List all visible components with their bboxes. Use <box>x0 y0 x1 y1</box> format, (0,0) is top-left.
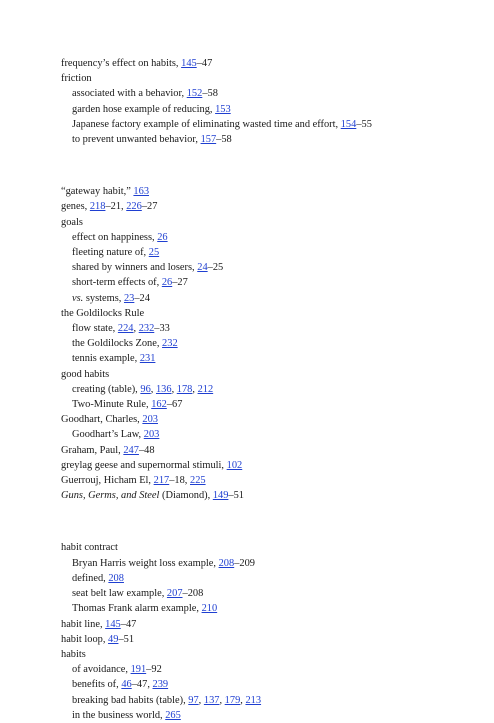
page-ref-link[interactable]: 152 <box>186 88 203 100</box>
entry-text: creating (table), <box>72 383 141 395</box>
entry-text: Japanese factory example of eliminating wasted time and effort, <box>72 118 341 130</box>
index-subentry <box>61 102 474 117</box>
page-ref-link[interactable]: 213 <box>245 694 262 706</box>
index-entry <box>61 617 474 632</box>
entry-text: –33 <box>154 323 170 335</box>
page-ref-link[interactable]: 97 <box>188 694 199 706</box>
section-gap <box>61 147 474 184</box>
index-subentry <box>61 117 474 132</box>
index-subentry <box>61 291 474 306</box>
entry-text: habit loop, <box>61 633 109 645</box>
entry-text: habit line, <box>61 618 106 630</box>
entry-text: tennis example, <box>72 353 140 365</box>
page-ref-link[interactable]: 210 <box>201 603 218 615</box>
page-ref-link[interactable]: 207 <box>166 588 183 600</box>
entry-text: Goodhart, Charles, <box>61 414 143 426</box>
page-ref-link[interactable]: 154 <box>340 118 357 130</box>
index-entry <box>61 215 474 230</box>
index-subentry <box>61 230 474 245</box>
index-subentry <box>61 601 474 616</box>
index-entry <box>61 458 474 473</box>
page-ref-link[interactable]: 153 <box>215 103 231 115</box>
entry-text: –21, <box>105 201 127 213</box>
page-ref-link[interactable]: 224 <box>117 323 134 335</box>
page-ref-link[interactable]: 49 <box>108 633 119 645</box>
entry-text: short-term effects of, <box>72 277 162 289</box>
entry-text: , <box>150 383 156 395</box>
entry-text: greylag geese and supernormal stimuli, <box>61 459 227 471</box>
entry-text: seat belt law example, <box>72 588 167 600</box>
index-group <box>61 56 474 147</box>
entry-text: –67 <box>166 399 183 411</box>
entry-text: effect on happiness, <box>72 231 158 243</box>
index-subentry <box>61 693 474 708</box>
entry-text: –58 <box>202 88 218 100</box>
entry-text: “gateway habit,” <box>61 186 134 198</box>
page-ref-link[interactable]: 163 <box>133 186 150 198</box>
index-entry <box>61 199 474 214</box>
index-subentry <box>61 245 474 260</box>
entry-text: –25 <box>207 262 224 274</box>
index-subentry <box>61 382 474 397</box>
entry-text: –47, <box>131 679 153 691</box>
entry-text: Bryan Harris weight loss example, <box>72 557 219 569</box>
entry-text-italic: vs. <box>72 292 84 304</box>
index-subentry <box>61 86 474 101</box>
entry-text: frequency’s effect on habits, <box>61 58 182 69</box>
entry-text: –48 <box>138 444 155 456</box>
entry-text: Graham, Paul, <box>61 444 124 456</box>
page-ref-link[interactable]: 25 <box>148 247 160 259</box>
index-subentry <box>61 571 474 586</box>
page-ref-link[interactable]: 24 <box>197 262 208 274</box>
entry-text: Goodhart’s Law, <box>72 429 144 441</box>
page-ref-link[interactable]: 26 <box>157 231 168 243</box>
index-entry <box>61 306 474 321</box>
index-entry <box>61 71 474 86</box>
index-subentry <box>61 662 474 677</box>
page-ref-link[interactable]: 226 <box>126 201 142 213</box>
entry-text: , <box>198 694 204 706</box>
entry-text: defined, <box>72 572 109 584</box>
entry-text: , <box>133 323 139 335</box>
index-subentry <box>61 336 474 351</box>
entry-text: goals <box>61 216 83 228</box>
page-ref-link[interactable]: 231 <box>139 353 156 365</box>
page-ref-link[interactable]: 96 <box>140 383 151 395</box>
entry-text: shared by winners and losers, <box>72 262 198 274</box>
entry-text: –47 <box>120 618 137 630</box>
entry-text: Two-Minute Rule, <box>72 399 152 411</box>
index-entry <box>61 473 474 488</box>
entry-text: –24 <box>134 292 150 304</box>
index-entry <box>61 56 474 71</box>
entry-text: in the business world, <box>72 709 166 721</box>
page-ref-link[interactable]: 102 <box>226 459 243 471</box>
index-subentry <box>61 427 474 442</box>
entry-text: the Goldilocks Zone, <box>72 338 163 350</box>
entry-text: to prevent unwanted behavior, <box>72 134 201 146</box>
page-ref-link[interactable]: 232 <box>162 338 178 350</box>
page-ref-link[interactable]: 149 <box>212 490 229 502</box>
entry-text: breaking bad habits (table), <box>72 694 189 706</box>
page-ref-link[interactable]: 179 <box>224 694 241 706</box>
page-ref-link[interactable]: 212 <box>197 383 214 395</box>
entry-text-italic: Guns, Germs, and Steel <box>61 490 160 502</box>
section-gap <box>61 503 474 540</box>
entry-text: of avoidance, <box>72 664 131 676</box>
index-subentry <box>61 260 474 275</box>
page-ref-link[interactable]: 26 <box>161 277 173 289</box>
entry-text: habit contract <box>61 542 118 554</box>
entry-text: the Goldilocks Rule <box>61 307 145 319</box>
page-ref-link[interactable]: 136 <box>155 383 172 395</box>
index-subentry <box>61 275 474 290</box>
page-ref-link[interactable]: 203 <box>142 414 158 426</box>
entry-text: –208 <box>182 588 204 600</box>
entry-text: –55 <box>356 118 372 130</box>
entry-text: –27 <box>141 201 158 213</box>
entry-text: Guerrouj, Hicham El, <box>61 475 154 487</box>
page-ref-link[interactable]: 162 <box>151 399 167 411</box>
page-ref-link[interactable]: 247 <box>123 444 139 456</box>
page-ref-link[interactable]: 208 <box>108 572 124 584</box>
entry-text: Thomas Frank alarm example, <box>72 603 202 615</box>
index-subentry <box>61 132 474 147</box>
entry-text: –27 <box>172 277 188 289</box>
entry-text: fleeting nature of, <box>72 247 149 259</box>
page-ref-link[interactable]: 225 <box>190 475 206 487</box>
index-group <box>61 540 474 722</box>
index-entry <box>61 184 474 199</box>
entry-text: habits <box>61 648 86 660</box>
index-subentry <box>61 677 474 692</box>
entry-text: –51 <box>118 633 135 645</box>
entry-text: –47 <box>196 58 213 69</box>
page-ref-link[interactable]: 203 <box>143 429 160 441</box>
entry-text: garden hose example of reducing, <box>72 103 216 115</box>
entry-text: , <box>171 383 177 395</box>
entry-text: –58 <box>216 134 232 146</box>
entry-text: genes, <box>61 201 90 213</box>
entry-text: , <box>240 694 246 706</box>
page-ref-link[interactable]: 23 <box>123 292 135 304</box>
entry-text: –18, <box>169 475 190 487</box>
index-subentry <box>61 556 474 571</box>
entry-text: associated with a behavior, <box>72 88 187 100</box>
index-entry <box>61 540 474 555</box>
index-subentry <box>61 321 474 336</box>
index-subentry <box>61 351 474 366</box>
page-ref-link[interactable]: 265 <box>165 709 181 721</box>
index-entry <box>61 367 474 382</box>
index-group <box>61 184 474 503</box>
entry-text: , <box>219 694 225 706</box>
entry-text: friction <box>61 73 92 85</box>
entry-text: systems, <box>83 292 124 304</box>
entry-text: (Diamond), <box>159 490 213 502</box>
index-entry <box>61 443 474 458</box>
page-ref-link[interactable]: 217 <box>153 475 170 487</box>
page-ref-link[interactable]: 218 <box>89 201 106 213</box>
entry-text: , <box>192 383 198 395</box>
index-subentry <box>61 586 474 601</box>
page-ref-link[interactable]: 178 <box>176 383 193 395</box>
index-entry <box>61 632 474 647</box>
page-ref-link[interactable]: 191 <box>130 664 147 676</box>
entry-text: –209 <box>234 557 255 569</box>
index-subentry <box>61 397 474 412</box>
page-ref-link[interactable]: 137 <box>203 694 220 706</box>
entry-text: good habits <box>61 368 110 380</box>
page-ref-link[interactable]: 46 <box>121 679 132 691</box>
page-ref-link[interactable]: 232 <box>138 323 155 335</box>
page-ref-link[interactable]: 239 <box>152 679 169 691</box>
page-ref-link[interactable]: 145 <box>105 618 121 630</box>
index-subentry <box>61 708 474 723</box>
entry-text: benefits of, <box>72 679 122 691</box>
index-entry <box>61 412 474 427</box>
entry-text: flow state, <box>72 323 118 335</box>
index-entry <box>61 488 474 503</box>
entry-text: –92 <box>146 664 162 676</box>
page-ref-link[interactable]: 145 <box>181 58 197 69</box>
page-ref-link[interactable]: 157 <box>200 134 217 146</box>
index-entry <box>61 647 474 662</box>
page-ref-link[interactable]: 208 <box>218 557 235 569</box>
entry-text: –51 <box>228 490 244 502</box>
